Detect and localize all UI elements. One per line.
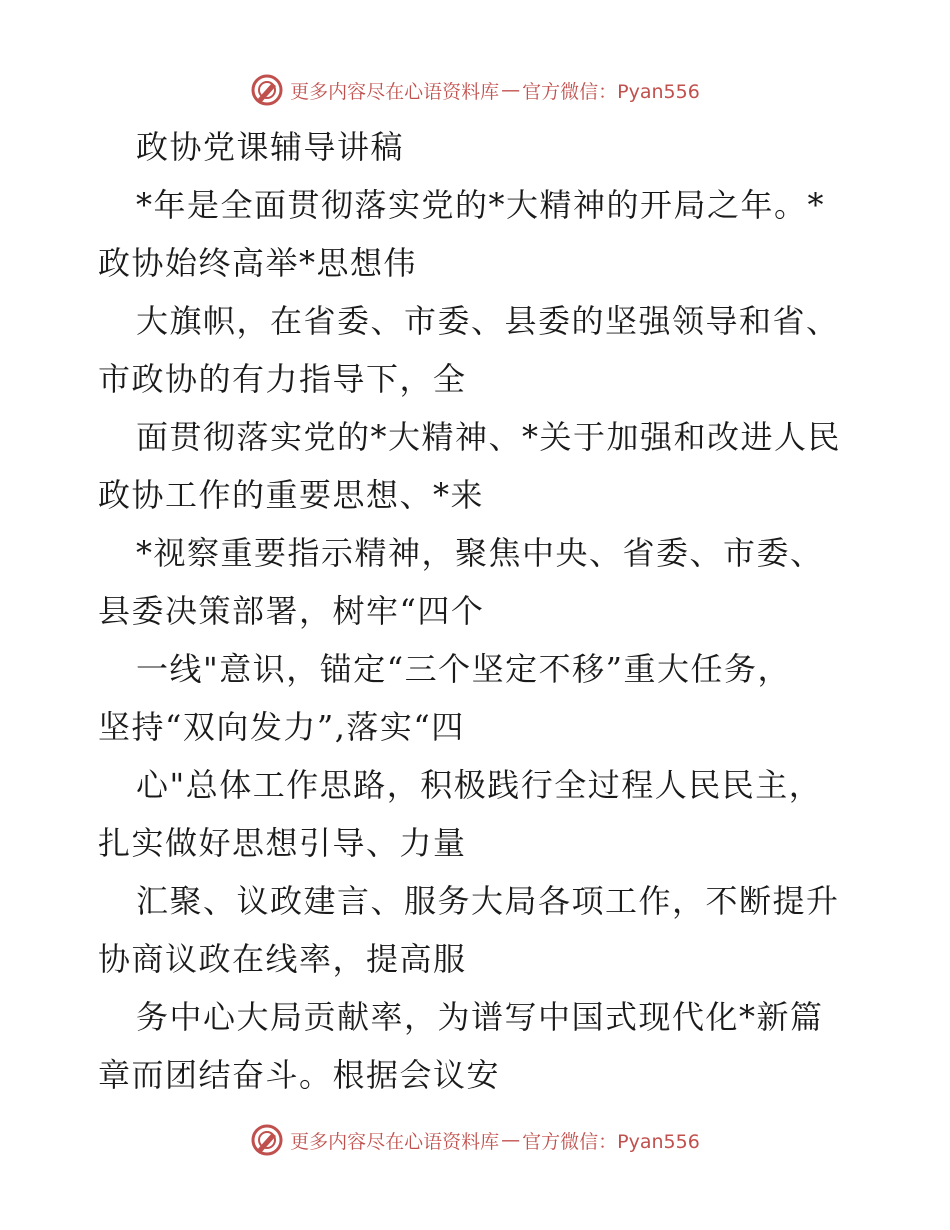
line-text: 汇聚、议政建言、服务大局各项工作，不断提升 <box>136 882 840 920</box>
line-continuation: 政协始终高举*思想伟 <box>98 244 418 282</box>
paragraph-line <box>98 756 858 872</box>
pen-logo-icon <box>250 1123 284 1157</box>
line-text: 大旗帜，在省委、市委、县委的坚强领导和省、 <box>136 302 840 340</box>
line-text: 面贯彻落实党的*大精神、*关于加强和改进人民 <box>136 418 842 456</box>
paragraph-line <box>98 988 858 1104</box>
document-body <box>98 118 858 1104</box>
header-watermark <box>0 70 950 110</box>
line-text: 一线"意识，锚定“三个坚定不移”重大任务， <box>136 650 791 688</box>
line-text: *年是全面贯彻落实党的*大精神的开局之年。* <box>136 186 826 224</box>
footer-watermark <box>0 1120 950 1160</box>
watermark-dash: — <box>501 1129 521 1151</box>
watermark-wechat-text: 官方微信：Pyan556 <box>522 1130 700 1153</box>
paragraph-line <box>98 176 858 292</box>
line-continuation: 坚持“双向发力”,落实“四 <box>98 708 465 746</box>
line-text: 务中心大局贡献率，为谱写中国式现代化*新篇 <box>136 998 824 1036</box>
line-text: 心"总体工作思路，积极践行全过程人民民主， <box>136 766 823 804</box>
title-text: 政协党课辅导讲稿 <box>136 128 405 166</box>
paragraph-line <box>98 872 858 988</box>
paragraph-line <box>98 292 858 408</box>
document-title <box>98 118 858 176</box>
pen-logo-icon <box>250 73 284 107</box>
paragraph-line <box>98 640 858 756</box>
line-continuation: 政协工作的重要思想、*来 <box>98 476 485 514</box>
paragraph-line <box>98 408 858 524</box>
line-continuation: 县委决策部署，树牢“四个 <box>98 592 485 630</box>
line-text: *视察重要指示精神，聚焦中央、省委、市委、 <box>136 534 824 572</box>
line-continuation: 协商议政在线率，提高服 <box>98 940 467 978</box>
line-continuation: 市政协的有力指导下，全 <box>98 360 467 398</box>
line-continuation: 章而团结奋斗。根据会议安 <box>98 1056 501 1094</box>
watermark-lead-text: 更多内容尽在心语资料库 <box>290 1130 500 1153</box>
watermark-dash: — <box>501 79 521 101</box>
paragraph-line <box>98 524 858 640</box>
watermark-lead-text: 更多内容尽在心语资料库 <box>290 80 500 103</box>
line-continuation: 扎实做好思想引导、力量 <box>98 824 467 862</box>
watermark-wechat-text: 官方微信：Pyan556 <box>522 80 700 103</box>
